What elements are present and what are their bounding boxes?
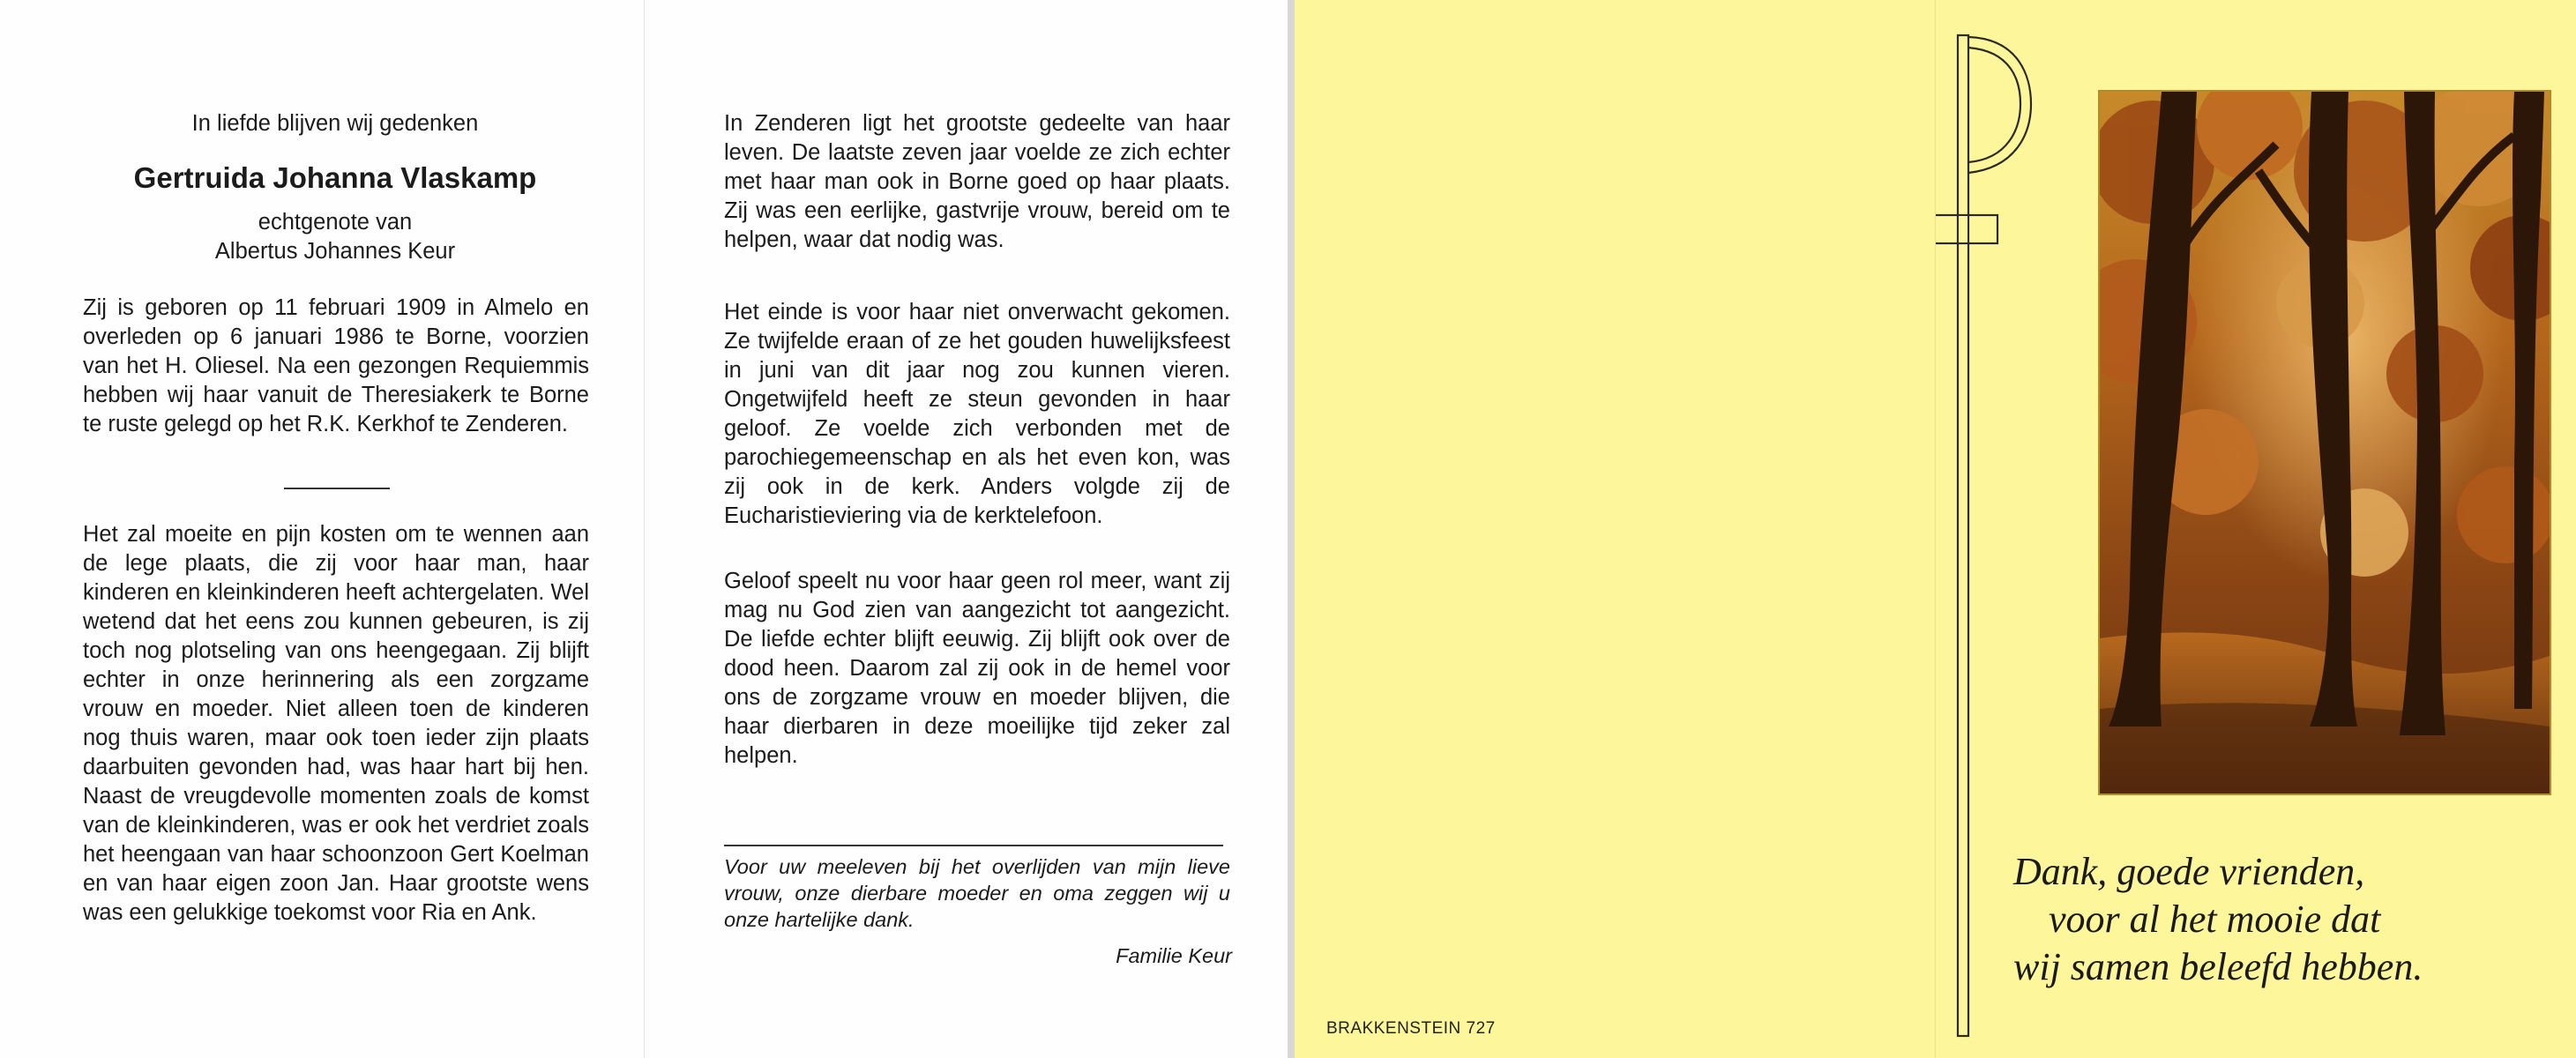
zenderen-paragraph: In Zenderen ligt het grootste gedeelte van haar leven. De laatste zeven jaar voelde ze zich echter met haar man ook in Borne goed op haar plaats. Zij was een eerlijke, gastvrije vrouw, bereid om te helpen, waar dat nodig was. [724, 111, 1230, 252]
thanks-line-3: wij samen beleefd hebben. [2013, 945, 2423, 988]
fold-gap [1288, 0, 1295, 1058]
biography-text: Zij is geboren op 11 februari 1909 in Almelo en overleden op 6 januari 1986 te Borne, voorzien van het H. Oliesel. Na een gezongen Requiemmis hebben wij haar vanuit de Theresiakerk te Borne te ruste gelegd op het R.K. Kerkhof te Zenderen. [83, 295, 589, 436]
thanks-line-2: voor al het mooie dat [2049, 898, 2381, 941]
spouse-name: Albertus Johannes Keur [214, 239, 456, 264]
intro-line: In liefde blijven wij gedenken [191, 111, 479, 136]
divider-rule [284, 488, 390, 489]
tribute-text: Het zal moeite en pijn kosten om te wennen aan de lege plaats, die zij voor haar man, haar kinderen en kleinkinderen heeft achtergelaten. Wel wetend dat het eens zou kunnen gebeuren, is zij toch nog plotseling van ons heengegaan. Zij blijft echter in onze herinnering als een zorgzame vrouw en moeder. Niet alleen toen de kinderen nog thuis waren, maar ook toen ieder zijn plaats daarbuiten gevonden had, was haar hart bij hen. Naast de vreugdevolle momenten zoals de komst van de kleinkinderen, was er ook het verdriet zoals het heengaan van haar schoonzoon Gert Koelman en van haar eigen zoon Jan. Haar grootste wens was een gelukkige toekomst voor Ria en Ank. [83, 522, 589, 925]
ending-paragraph: Het einde is voor haar niet onverwacht gekomen. Ze twijfelde eraan of ze het gouden huwelijksfeest in juni van dit jaar nog zou kunnen vieren. Ongetwijfeld heeft ze steun gevonden in haar geloof. Ze voelde zich verbonden met de parochiegemeenschap en als het even kon, was zij ook in de kerk. Anders volgde zij de Eucharistieviering via de kerktelefoon. [724, 300, 1230, 528]
thanks-divider [724, 845, 1223, 846]
faith-paragraph: Geloof speelt nu voor haar geen rol meer, want zij mag nu God zien van aangezicht tot aangezicht. De liefde echter blijft eeuwig. Zij blijft ook over de dood heen. Daarom zal zij ook in de hemel voor ons de zorgzame vrouw en moeder blijven, die haar dierbaren in deze moeilijke tijd zeker zal helpen. [724, 569, 1230, 768]
thanks-note: Voor uw meeleven bij het overlijden van mijn lieve vrouw, onze dierbare moeder en oma zeggen wij u onze hartelijke dank. [724, 855, 1230, 931]
spouse-label: echtgenote van [258, 210, 413, 235]
cover-page [1935, 0, 2576, 1058]
deceased-name: Gertruida Johanna Vlaskamp [133, 161, 537, 194]
thanks-line-1: Dank, goede vrienden, [2013, 850, 2365, 893]
thanks-verse [2013, 848, 2560, 991]
family-signature: Familie Keur [1116, 944, 1232, 967]
publisher-label: BRAKKENSTEIN 727 [1326, 1019, 1496, 1038]
autumn-forest-photo [2100, 92, 2550, 794]
yellow-back-page [1295, 0, 1935, 1058]
left-page [0, 0, 644, 1058]
middle-page [644, 0, 1288, 1058]
